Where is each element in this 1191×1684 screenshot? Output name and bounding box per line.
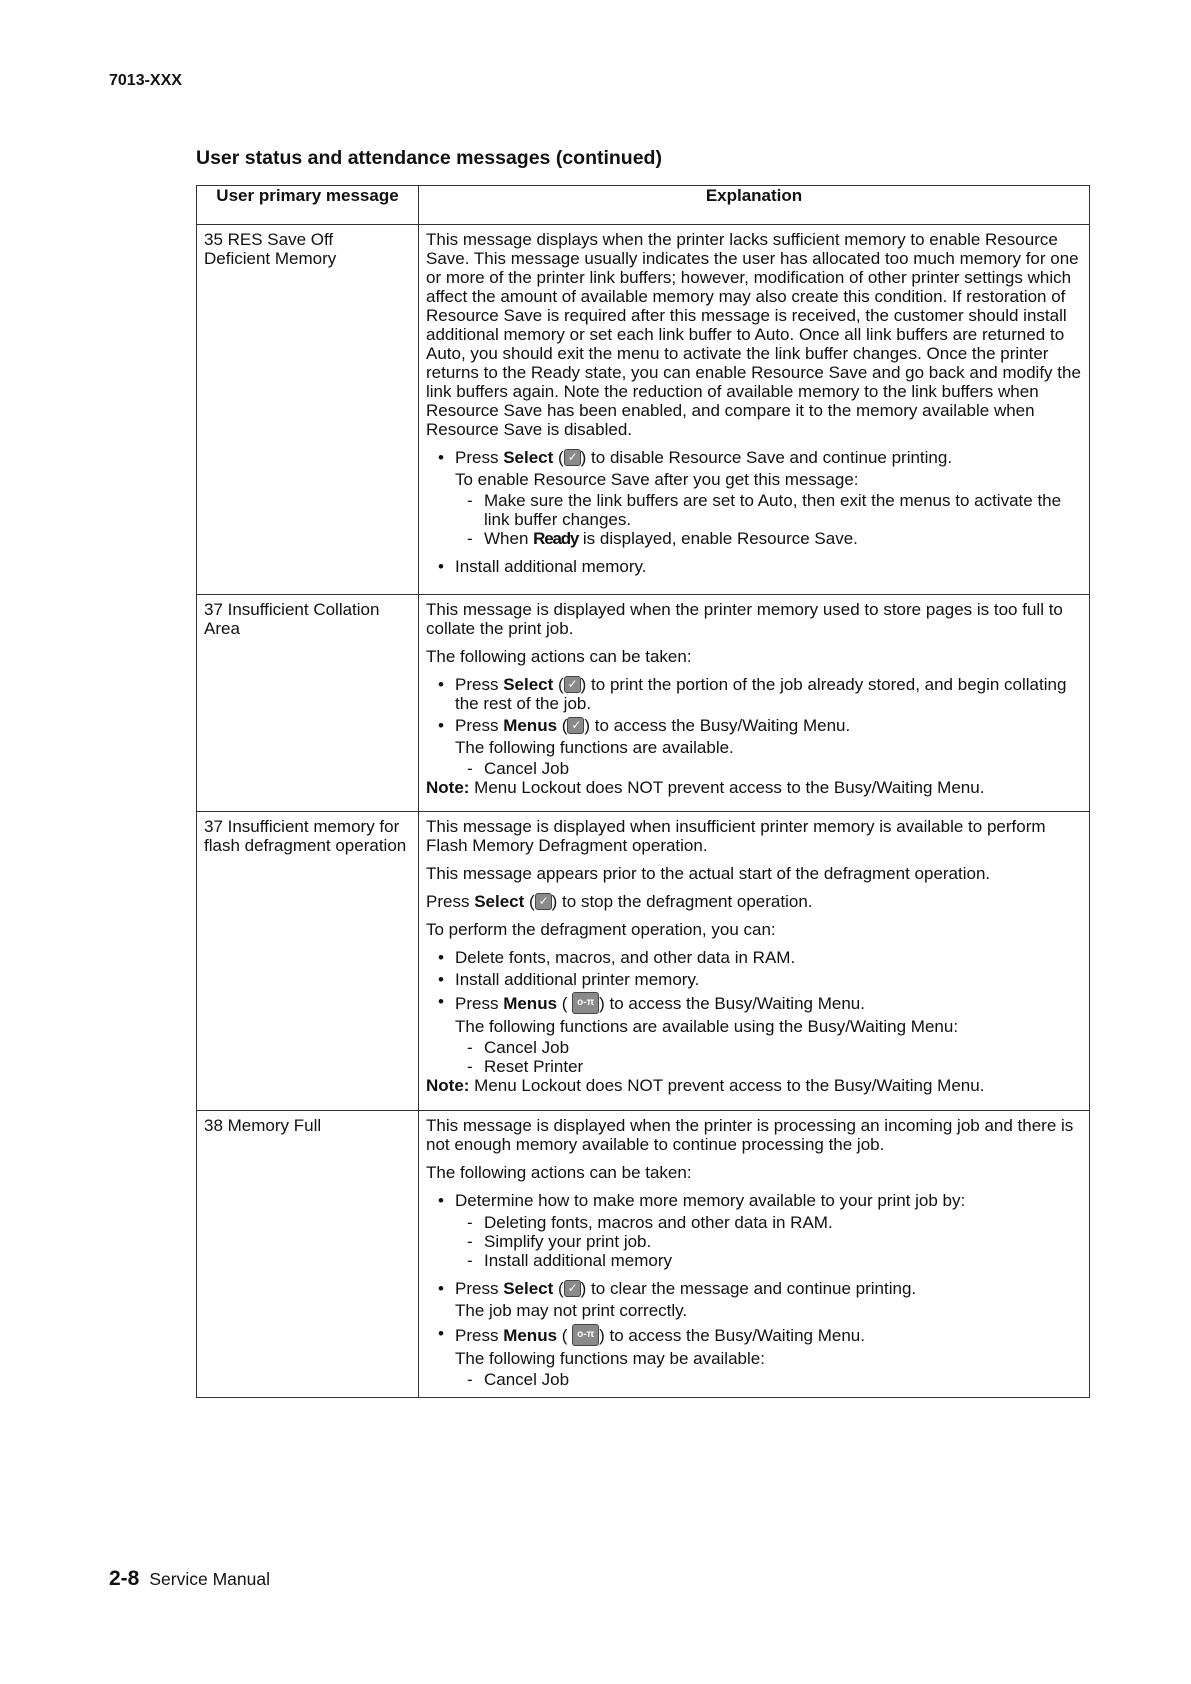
select-check-icon bbox=[535, 893, 552, 910]
text: The following actions can be taken: bbox=[426, 647, 692, 666]
bullet-item bbox=[426, 557, 1082, 576]
text: ( bbox=[553, 675, 564, 694]
text: ( bbox=[524, 892, 535, 911]
document-id: 7013-XXX bbox=[109, 72, 182, 89]
message-line: Deficient Memory bbox=[204, 249, 337, 268]
page-footer bbox=[109, 1567, 270, 1591]
bullet-continuation bbox=[426, 1017, 1082, 1036]
message-line: 37 Insufficient Collation Area bbox=[204, 600, 380, 638]
table-row bbox=[197, 1111, 1090, 1398]
text: This message is displayed when the printer is processing an incoming job and there is not enough memory available to continue processing the job. bbox=[426, 1116, 1074, 1154]
bold-text: Select bbox=[474, 892, 525, 911]
paragraph bbox=[426, 817, 1082, 855]
bold-text: Select bbox=[503, 675, 554, 694]
bullet-continuation bbox=[426, 1301, 1082, 1320]
section-title: User status and attendance messages (continued) bbox=[196, 147, 662, 169]
bold-text: Menus bbox=[503, 716, 558, 735]
select-check-icon bbox=[564, 1280, 581, 1297]
text: The following functions are available using the Busy/Waiting Menu: bbox=[455, 1017, 959, 1036]
bold-text: Menus bbox=[503, 994, 558, 1013]
bold-text: Note: bbox=[426, 778, 470, 797]
text: Press bbox=[455, 1279, 504, 1298]
text: ) to access the Busy/Waiting Menu. bbox=[599, 994, 865, 1013]
paragraph bbox=[426, 1163, 1082, 1182]
text: This message is displayed when insufficient printer memory is available to perform Flash Memory Defragment operation. bbox=[426, 817, 1046, 855]
text: is displayed, enable Resource Save. bbox=[578, 529, 858, 548]
text: ( bbox=[557, 1326, 573, 1345]
text: ) to stop the defragment operation. bbox=[551, 892, 813, 911]
select-check-icon bbox=[564, 676, 581, 693]
manual-title: Service Manual bbox=[149, 1569, 270, 1589]
text: ( bbox=[557, 716, 568, 735]
paragraph bbox=[426, 892, 1082, 911]
explanation-cell bbox=[419, 1111, 1090, 1398]
text: The job may not print correctly. bbox=[455, 1301, 688, 1320]
dash-item bbox=[426, 491, 1082, 529]
bullet-item bbox=[426, 716, 1082, 735]
page-number: 2-8 bbox=[109, 1567, 140, 1590]
text: Simplify your print job. bbox=[484, 1232, 652, 1251]
dash-item bbox=[426, 1213, 1082, 1232]
message-cell bbox=[197, 225, 419, 595]
text: Press bbox=[455, 716, 504, 735]
bullet-item bbox=[426, 1324, 1082, 1346]
text: Determine how to make more memory available to your print job by: bbox=[455, 1191, 966, 1210]
note-paragraph bbox=[426, 778, 1082, 797]
text: Cancel Job bbox=[484, 1370, 570, 1389]
text: ) to clear the message and continue printing. bbox=[580, 1279, 917, 1298]
dash-item bbox=[426, 529, 1082, 548]
text: Deleting fonts, macros and other data in RAM. bbox=[484, 1213, 833, 1232]
bold-text: Menus bbox=[503, 1326, 558, 1345]
text: The following functions are available. bbox=[455, 738, 734, 757]
dash-item bbox=[426, 1251, 1082, 1270]
text: Press bbox=[455, 994, 504, 1013]
message-cell bbox=[197, 1111, 419, 1398]
text: ) to print the portion of the job already stored, and begin collating the rest of the job. bbox=[455, 675, 1067, 713]
text: Install additional memory. bbox=[455, 557, 647, 576]
dash-item bbox=[426, 759, 1082, 778]
text: ( bbox=[553, 1279, 564, 1298]
note-paragraph bbox=[426, 1076, 1082, 1095]
bullet-continuation bbox=[426, 470, 1082, 489]
messages-table bbox=[196, 185, 1090, 1398]
text: Delete fonts, macros, and other data in RAM. bbox=[455, 948, 796, 967]
paragraph bbox=[426, 1116, 1082, 1154]
text: To enable Resource Save after you get this message: bbox=[455, 470, 859, 489]
bullet-item bbox=[426, 448, 1082, 467]
bullet-item bbox=[426, 948, 1082, 967]
column-header-message: User primary message bbox=[197, 186, 419, 225]
text: ) to access the Busy/Waiting Menu. bbox=[599, 1326, 865, 1345]
bullet-continuation bbox=[426, 738, 1082, 757]
explanation-cell bbox=[419, 812, 1090, 1111]
paragraph bbox=[426, 920, 1082, 939]
message-line: 35 RES Save Off bbox=[204, 230, 334, 249]
bullet-item bbox=[426, 1279, 1082, 1298]
text: Menu Lockout does NOT prevent access to the Busy/Waiting Menu. bbox=[469, 1076, 985, 1095]
text: This message is displayed when the printer memory used to store pages is too full to collate the print job. bbox=[426, 600, 1063, 638]
dash-item bbox=[426, 1232, 1082, 1251]
text: Press bbox=[455, 1326, 504, 1345]
text: Install additional printer memory. bbox=[455, 970, 700, 989]
select-check-icon bbox=[567, 717, 584, 734]
text: Cancel Job bbox=[484, 759, 570, 778]
bold-text: Select bbox=[503, 448, 554, 467]
table-row bbox=[197, 595, 1090, 812]
text: ) to disable Resource Save and continue printing. bbox=[580, 448, 953, 467]
text: ) to access the Busy/Waiting Menu. bbox=[584, 716, 851, 735]
table-row bbox=[197, 812, 1090, 1111]
paragraph bbox=[426, 600, 1082, 638]
explanation-cell bbox=[419, 595, 1090, 812]
bullet-continuation bbox=[426, 1349, 1082, 1368]
menu-key-icon bbox=[572, 992, 599, 1014]
dash-item bbox=[426, 1057, 1082, 1076]
message-cell bbox=[197, 595, 419, 812]
paragraph bbox=[426, 647, 1082, 666]
text: Menu Lockout does NOT prevent access to the Busy/Waiting Menu. bbox=[469, 778, 985, 797]
paragraph bbox=[426, 864, 1082, 883]
paragraph bbox=[426, 230, 1082, 439]
column-header-explanation: Explanation bbox=[419, 186, 1090, 225]
text: Reset Printer bbox=[484, 1057, 584, 1076]
text: Make sure the link buffers are set to Auto, then exit the menus to activate the link buffer changes. bbox=[484, 491, 1062, 529]
text: Press bbox=[426, 892, 475, 911]
text: Press bbox=[455, 448, 504, 467]
bullet-item bbox=[426, 992, 1082, 1014]
text: This message displays when the printer lacks sufficient memory to enable Resource Save. This message usually indicates the user has allocated too much memory for one or more of the printer link buffers; however, modification of other printer settings which affect the amount of available memory may also create this condition. If restoration of Resource Save is required after this message is received, the customer should install additional memory or set each link buffer to Auto. Once all link buffers are returned to Auto, you should exit the menu to activate the link buffer changes. Once the printer returns to the Ready state, you can enable Resource Save and go back and modify the link buffers again. Note the reduction of available memory to the link buffers when Resource Save has been enabled, and compare it to the memory available when Resource Save is disabled. bbox=[426, 230, 1081, 439]
text: The following functions may be available: bbox=[455, 1349, 765, 1368]
table-header-row bbox=[197, 186, 1090, 225]
text: When bbox=[484, 529, 534, 548]
text: ( bbox=[553, 448, 564, 467]
text: Cancel Job bbox=[484, 1038, 570, 1057]
ready-display-text: Ready bbox=[533, 529, 579, 548]
bold-text: Note: bbox=[426, 1076, 470, 1095]
explanation-cell bbox=[419, 225, 1090, 595]
message-line: 37 Insufficient memory for flash defragment operation bbox=[204, 817, 407, 855]
menu-key-icon bbox=[572, 1324, 599, 1346]
message-cell bbox=[197, 812, 419, 1111]
text: Install additional memory bbox=[484, 1251, 673, 1270]
table-body bbox=[197, 225, 1090, 1398]
message-line: 38 Memory Full bbox=[204, 1116, 322, 1135]
bullet-item bbox=[426, 1191, 1082, 1210]
select-check-icon bbox=[564, 449, 581, 466]
bullet-item bbox=[426, 970, 1082, 989]
text: Press bbox=[455, 675, 504, 694]
table-row bbox=[197, 225, 1090, 595]
bullet-item bbox=[426, 675, 1082, 713]
dash-item bbox=[426, 1038, 1082, 1057]
bold-text: Select bbox=[503, 1279, 554, 1298]
text: The following actions can be taken: bbox=[426, 1163, 692, 1182]
dash-item bbox=[426, 1370, 1082, 1389]
text: ( bbox=[557, 994, 573, 1013]
text: This message appears prior to the actual start of the defragment operation. bbox=[426, 864, 991, 883]
text: To perform the defragment operation, you can: bbox=[426, 920, 776, 939]
